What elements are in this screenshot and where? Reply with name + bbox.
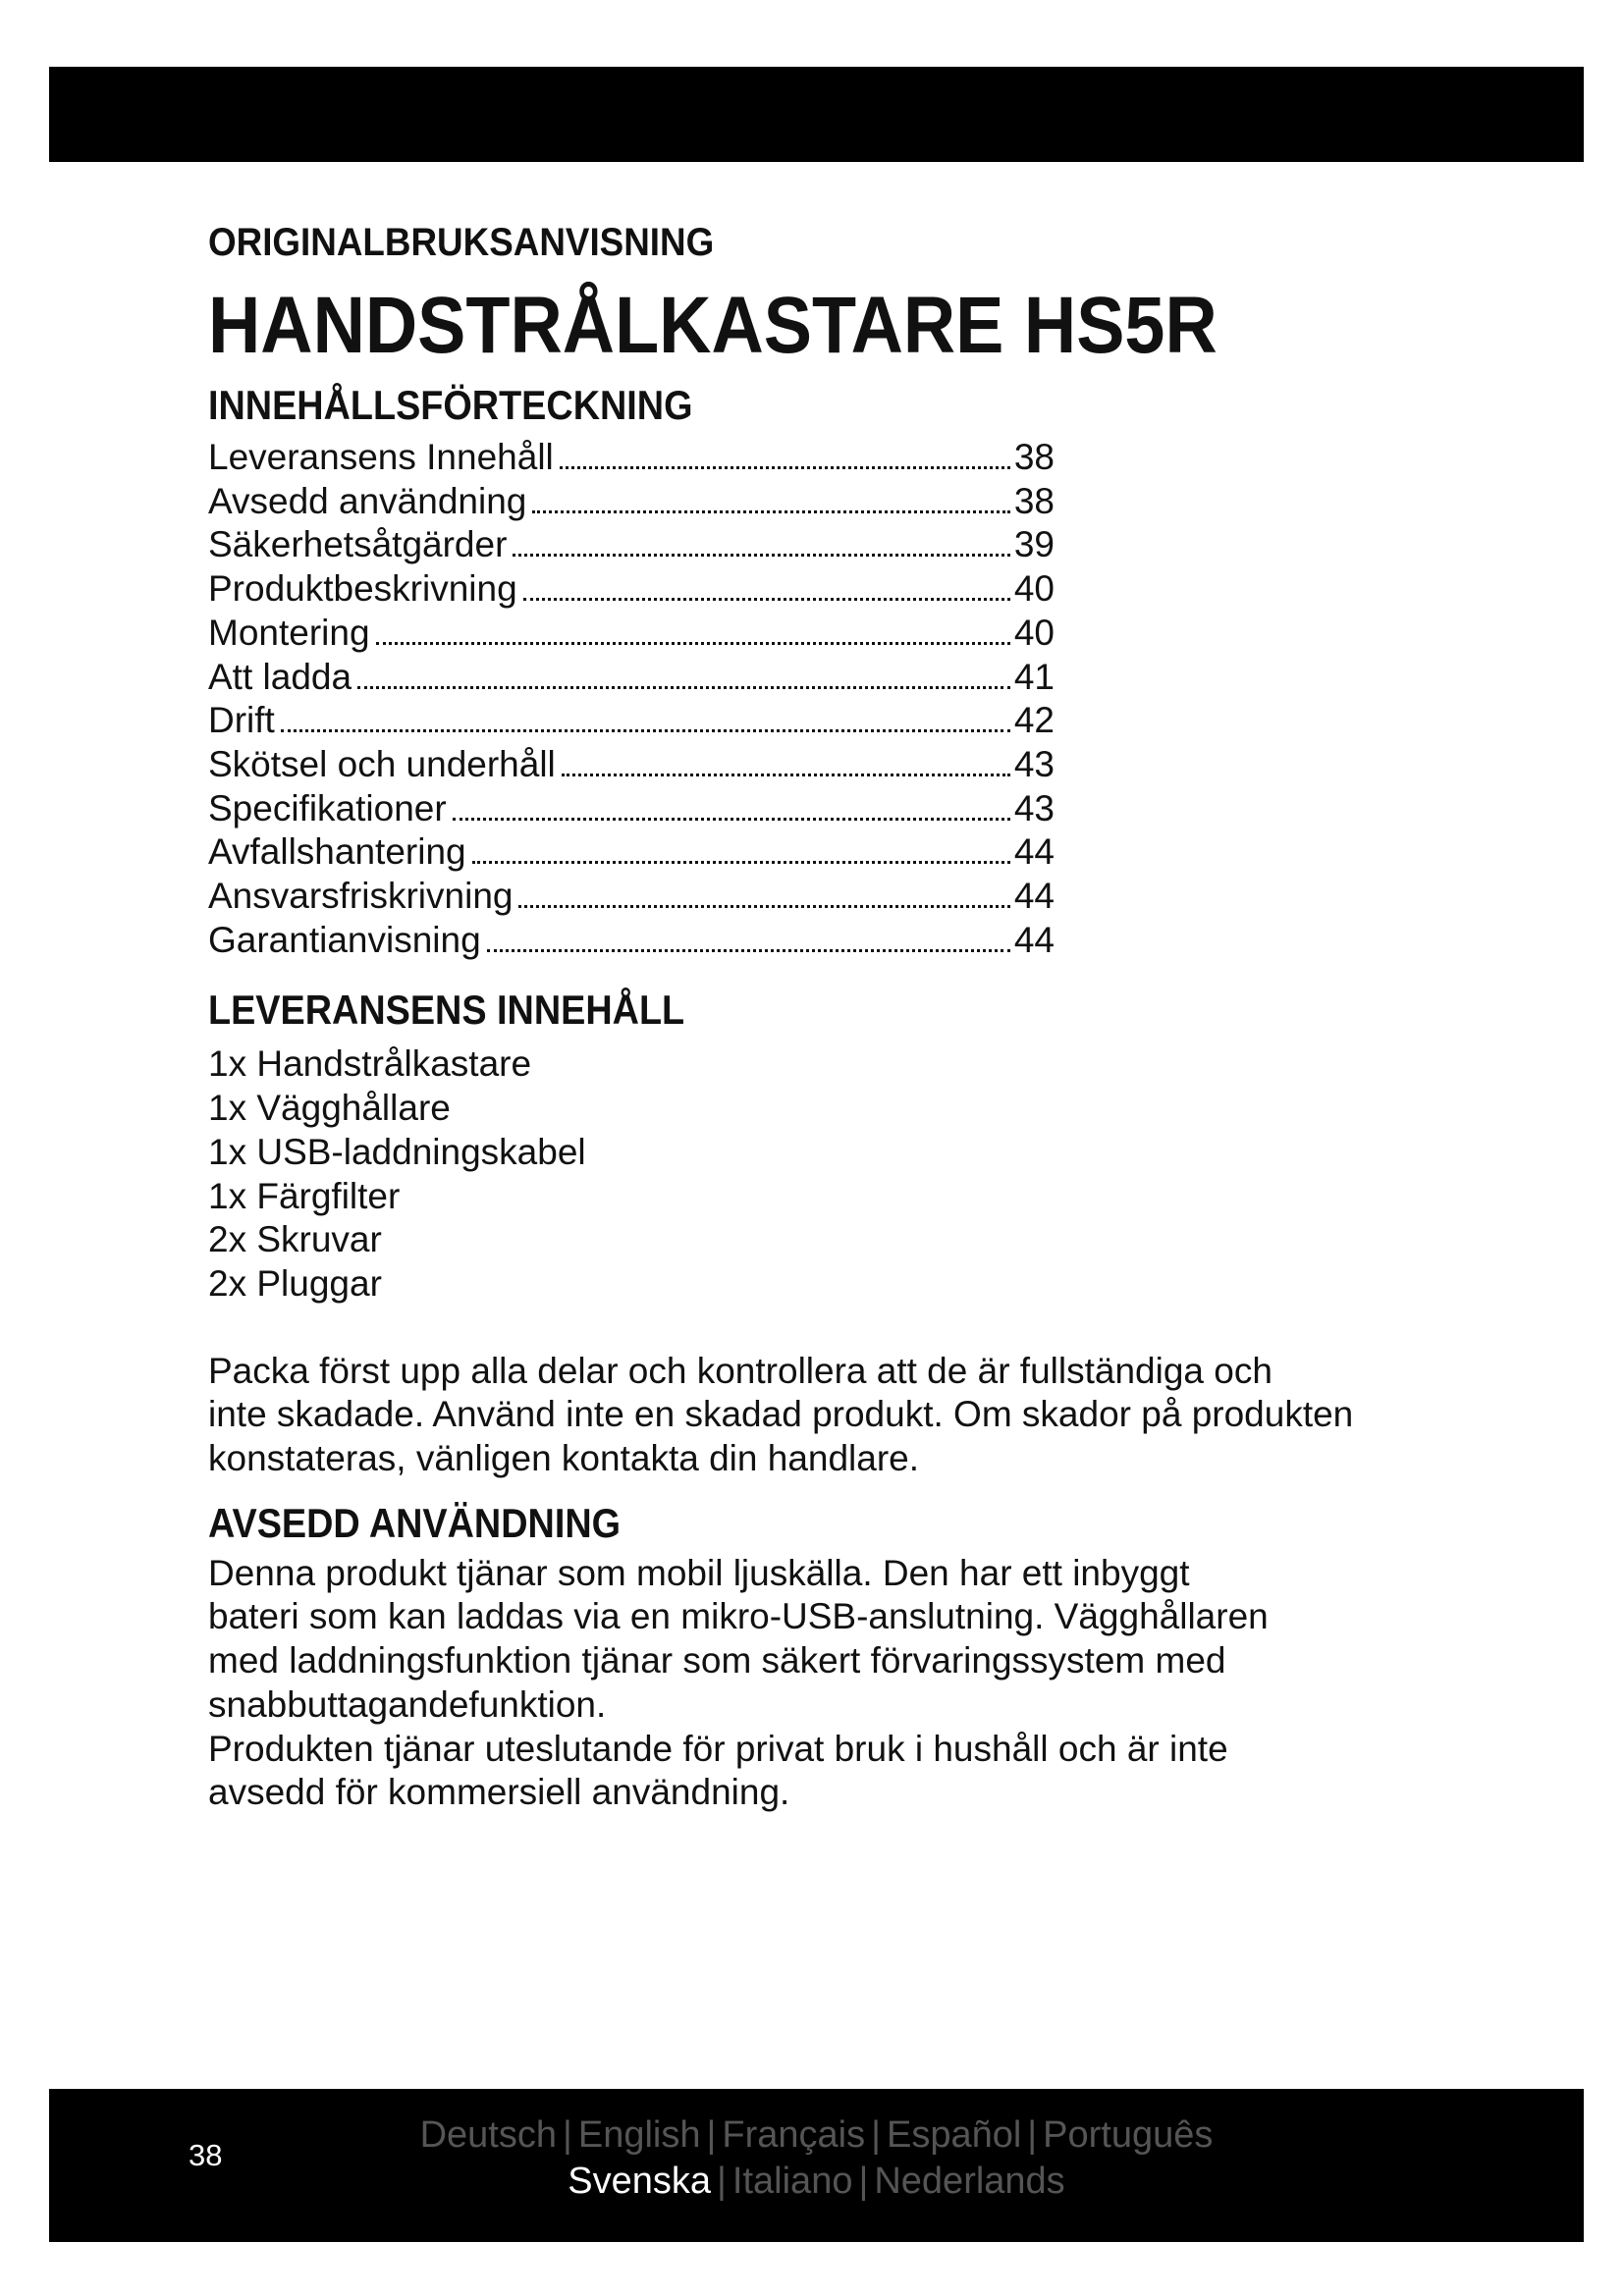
language-link-italiano[interactable]: Italiano	[731, 2161, 853, 2202]
paragraph-line: Produkten tjänar uteslutande för privat bruk i hushåll och är inte	[208, 1728, 1228, 1769]
list-item: 1x USB-laddningskabel	[208, 1131, 586, 1172]
delivery-heading: LEVERANSENS INNEHÅLL	[208, 987, 685, 1034]
toc-list	[208, 436, 1055, 962]
top-black-bar	[49, 67, 1584, 162]
language-link-english[interactable]: English	[577, 2114, 701, 2156]
intended-use-heading: AVSEDD ANVÄNDNING	[208, 1499, 622, 1546]
paragraph-line: konstateras, vänligen kontakta din handlare.	[208, 1438, 920, 1479]
list-item: 1x Handstrålkastare	[208, 1043, 532, 1085]
list-item: 2x Pluggar	[208, 1262, 382, 1304]
delivery-list	[208, 1042, 1435, 1306]
language-row: Svenska | Italiano | Nederlands	[568, 2161, 1065, 2202]
toc-entry[interactable]: Ansvarsfriskrivning 44	[208, 876, 1055, 917]
toc-entry[interactable]: Specifikationer 43	[208, 787, 1055, 828]
paragraph-line: snabbuttagandefunktion.	[208, 1683, 607, 1725]
toc-entry[interactable]: Leveransens Innehåll 38	[208, 437, 1055, 477]
list-item: 2x Skruvar	[208, 1219, 382, 1260]
document-subtitle: ORIGINALBRUKSANVISNING	[208, 221, 715, 264]
toc-entry[interactable]: Avsedd användning 38	[208, 480, 1055, 521]
language-link-deutsch[interactable]: Deutsch	[419, 2114, 557, 2156]
paragraph-line: inte skadade. Använd inte en skadad produkt. Om skador på produkten	[208, 1394, 1354, 1435]
language-row: Deutsch | English | Français | Español | Português	[419, 2114, 1214, 2156]
language-link-svenska-active[interactable]: Svenska	[568, 2161, 712, 2202]
list-item: 1x Vägghållare	[208, 1088, 451, 1129]
toc-heading: INNEHÅLLSFÖRTECKNING	[208, 382, 693, 428]
toc-entry[interactable]: Avfallshantering 44	[208, 831, 1055, 873]
paragraph-line: med laddningsfunktion tjänar som säkert förvaringssystem med	[208, 1640, 1226, 1682]
language-link-nederlands[interactable]: Nederlands	[874, 2161, 1065, 2202]
page-content	[208, 218, 1435, 1815]
intended-use-text	[208, 1552, 1435, 1815]
paragraph-line: bateri som kan laddas via en mikro-USB-anslutning. Vägghållaren	[208, 1596, 1269, 1637]
list-item: 1x Färgfilter	[208, 1175, 401, 1216]
language-link-portugues[interactable]: Português	[1043, 2114, 1214, 2156]
toc-entry[interactable]: Montering 40	[208, 612, 1055, 653]
footer-bar	[49, 2089, 1584, 2242]
toc-entry[interactable]: Produktbeskrivning 40	[208, 568, 1055, 610]
delivery-note	[208, 1350, 1435, 1481]
page-number: 38	[189, 2138, 223, 2172]
toc-entry[interactable]: Garantianvisning 44	[208, 919, 1055, 960]
toc-entry[interactable]: Skötsel och underhåll 43	[208, 743, 1055, 784]
language-link-espanol[interactable]: Español	[886, 2114, 1022, 2156]
document-title: HANDSTRÅLKASTARE HS5R	[208, 281, 1218, 370]
paragraph-line: Denna produkt tjänar som mobil ljuskälla. Den har ett inbyggt	[208, 1552, 1190, 1593]
toc-entry[interactable]: Säkerhetsåtgärder 39	[208, 524, 1055, 565]
language-link-francais[interactable]: Français	[722, 2114, 866, 2156]
toc-entry[interactable]: Att ladda 41	[208, 656, 1055, 697]
paragraph-line: avsedd för kommersiell användning.	[208, 1772, 790, 1813]
paragraph-line: Packa först upp alla delar och kontrollera att de är fullständiga och	[208, 1350, 1272, 1391]
toc-entry[interactable]: Drift 42	[208, 700, 1055, 741]
